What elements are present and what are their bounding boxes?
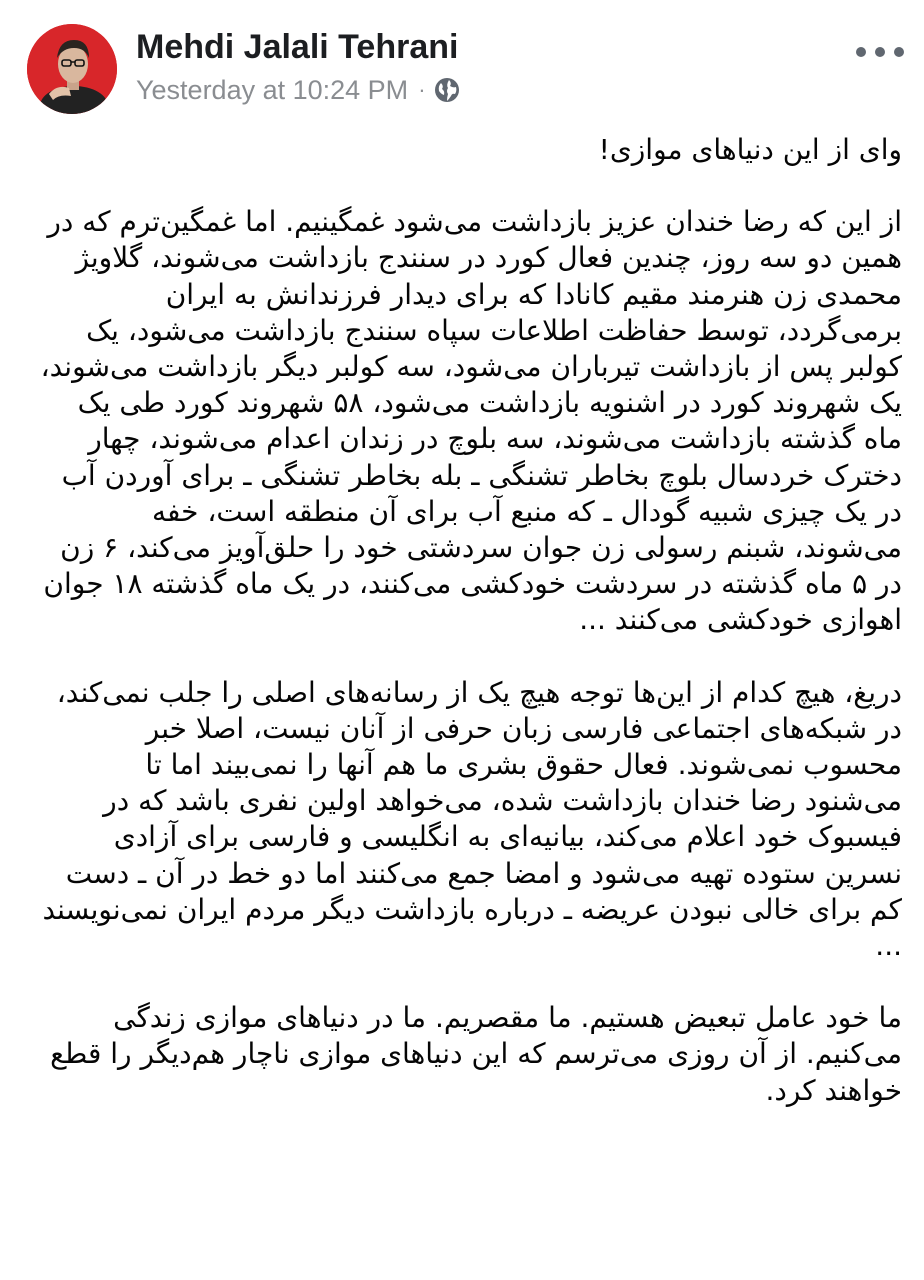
more-options-button[interactable] xyxy=(852,34,908,70)
meta-separator: · xyxy=(418,77,426,102)
post-paragraph-media: دریغ، هیچ کدام از این‌ها توجه هیچ یک از رسانه‌های اصلی را جلب نمی‌کند، در شبکه‌های اجتماعی فارسی زبان حرفی از آنان نیست، اصلا خبر محسوب نمی‌شوند. فعال حقوق بشری ما هم آنها را نمی‌بیند اما تا می‌شنود رضا خندان بازداشت شده، می‌خواهد اولین نفری باشد که در فیسبوک خود اعلام می‌کند، بیانیه‌ای به انگلیسی و فارسی برای آزادی نسرین ستوده تهیه می‌شود و امضا جمع می‌کنند اما دو خط در آن ـ دست کم برای خالی نبودن عریضه ـ درباره بازداشت دیگر مردم ایران نمی‌نویسند ... xyxy=(33,675,902,963)
post-paragraph-arrests: از این که رضا خندان عزیز بازداشت می‌شود غمگینیم. اما غمگین‌ترم که در همین دو سه روز، چندین فعال کورد در سنندج بازداشت می‌شوند، گلاویژ محمدی زن هنرمند مقیم کانادا که برای دیدار فرزندانش به ایران برمی‌گردد، توسط حفاظت اطلاعات سپاه سنندج بازداشت می‌شود، یک کولبر پس از بازداشت تیرباران می‌شود، سه کولبر دیگر بازداشت می‌شوند، یک شهروند کورد در اشنویه بازداشت می‌شود، ۵۸ شهروند کورد طی یک ماه گذشته بازداشت می‌شوند، سه بلوچ در زندان اعدام می‌شوند، چهار دخترک خردسال بلوچ بخاطر تشنگی ـ بله بخاطر تشنگی ـ برای آوردن آب در یک چیزی شبیه گودال ـ که منبع آب برای آن منطقه است، خفه می‌شوند، شبنم رسولی زن جوان سردشتی خود را حلق‌آویز می‌کند، ۶ زن در ۵ ماه گذشته در سردشت خودکشی می‌کنند، در یک ماه گذشته ۱۸ جوان اهوازی خودکشی می‌کنند ... xyxy=(31,205,902,637)
globe-icon[interactable] xyxy=(434,77,460,103)
post-timestamp[interactable]: Yesterday at 10:24 PM xyxy=(136,74,409,105)
post-paragraph-intro: وای از این دنیاهای موازی! xyxy=(598,133,902,166)
post-header xyxy=(0,0,924,130)
author-avatar[interactable] xyxy=(27,24,117,114)
author-name[interactable]: Mehdi Jalali Tehrani xyxy=(136,28,459,66)
post-text xyxy=(31,132,902,1109)
post-meta xyxy=(136,72,460,108)
post-paragraph-conclusion: ما خود عامل تبعیض هستیم. ما مقصریم. ما در دنیاهای موازی زندگی می‌کنیم. از آن روزی می‌ترسم که این دنیاهای موازی ناچار هم‌دیگر را قطع خواهند کرد. xyxy=(41,1001,902,1107)
avatar-portrait-icon xyxy=(27,24,117,114)
more-options-icon xyxy=(854,46,906,58)
